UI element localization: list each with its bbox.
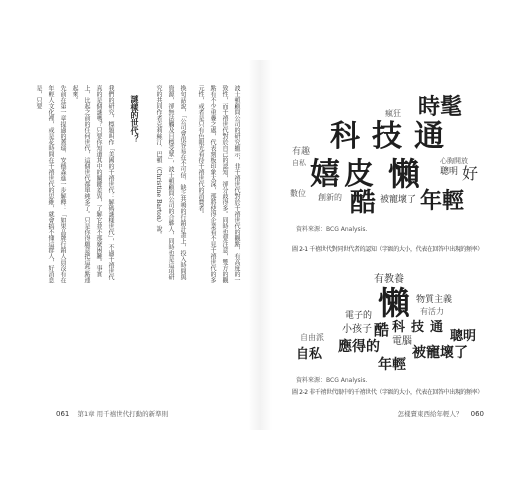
figure-source: 資料來源：BCG Analysis. bbox=[296, 226, 368, 233]
word-cloud-word: 小孩子 bbox=[342, 324, 372, 335]
word-cloud-word: 懶 bbox=[388, 155, 421, 193]
word-cloud-word: 被寵壞了 bbox=[380, 195, 417, 205]
word-cloud-word: 好 bbox=[462, 164, 479, 183]
right-page-footer bbox=[398, 409, 490, 418]
word-cloud-word: 有活力 bbox=[420, 307, 444, 316]
word-cloud-word: 電子的 bbox=[345, 311, 373, 321]
left-page-footer bbox=[50, 409, 168, 418]
running-head: 第1章 用千禧世代打動的新準則 bbox=[77, 410, 169, 418]
body-paragraph: 我們的研究，標題叫作「美國的千禧世代：解碼謎樣世代」，不過千禧世代真的是個謎嗎？只要你知道其中的關鍵差異，了解它並不那麼困難。事實上，比起之前的任何世代，這個世代都單純多了。只是你得願意把這些點連起來。 bbox=[71, 85, 114, 283]
section-heading: 謎樣的世代？ bbox=[130, 95, 139, 143]
word-cloud-word: 年輕 bbox=[420, 188, 465, 214]
body-paragraph: 換句話說，「公司會很容易在不可信、缺乏共鳴的行銷計畫上，投入時間與資源，卻無法觸及目標受眾」，波士頓顧問公司的合夥人，同時也是這項研究的共同作者克莉絲汀．巴頓（Christine Barton）說。 bbox=[155, 85, 186, 280]
page-number: 061 bbox=[56, 410, 70, 418]
word-cloud-word: 時髦 bbox=[418, 94, 463, 120]
word-cloud-word: 被寵壞了 bbox=[412, 345, 468, 361]
word-cloud-word: 聰明 bbox=[440, 167, 459, 177]
word-cloud-word: 懶 bbox=[378, 284, 411, 322]
word-cloud-word: 電腦 bbox=[392, 336, 412, 347]
word-cloud-word: 酷 bbox=[374, 321, 390, 339]
figure-source: 資料來源：BCG Analysis. bbox=[296, 377, 368, 384]
word-cloud-word: 酷 bbox=[350, 188, 377, 218]
running-head: 怎樣賣東西給年輕人？ bbox=[397, 410, 463, 418]
word-cloud-word: 有教養 bbox=[374, 274, 404, 285]
body-paragraph: 先前在第一章提過的蓋瑞．安德森進一步解釋：「如果品牌行銷人員沒有在年輕人文化裡，或是花時間在千禧世代的思維，就會搞不懂這群人，好消息是，只要 bbox=[35, 85, 66, 283]
word-cloud-word: 年輕 bbox=[378, 357, 406, 373]
word-cloud-word: 創新的 bbox=[318, 193, 342, 202]
figure-caption: 圖 2-1 千禧世代對同世代者的認知（字級的大小，代表在回答中出現的頻率） bbox=[292, 246, 483, 253]
word-cloud-word: 自私 bbox=[292, 159, 306, 167]
word-cloud-word: 科技通 bbox=[392, 320, 450, 335]
word-cloud-word: 自私 bbox=[296, 347, 323, 362]
word-cloud-word: 自由派 bbox=[300, 333, 324, 342]
word-cloud-word: 嬉皮 bbox=[310, 157, 378, 192]
page-gutter bbox=[248, 60, 272, 430]
word-cloud-word: 科技通 bbox=[330, 119, 456, 154]
word-cloud-word: 聰明 bbox=[450, 329, 477, 344]
left-page-body bbox=[35, 85, 242, 285]
word-cloud-word: 有趣 bbox=[292, 147, 311, 157]
word-cloud-word: 瘋狂 bbox=[385, 109, 401, 118]
page-number: 060 bbox=[470, 410, 484, 418]
body-paragraph: 波士頓顧問公司的研究顯示，非千禧世代對於千禧世代的觀點，有高度的一致性，而千禧世代對於自己的認知，卻分歧得多。同時也要注意，雙方的觀點有不少重疊之處，代表刻板印象太深，那將使得企業看不見千禧世代的多元性，或者是只有色眼光看待千禧世代的消費者。 bbox=[197, 85, 240, 283]
word-cloud-word: 數位 bbox=[290, 189, 306, 198]
word-cloud-word: 應得的 bbox=[338, 339, 380, 355]
word-cloud-word: 物質主義 bbox=[416, 295, 453, 305]
figure-caption: 圖 2-2 非千禧世代眼中的千禧世代（字級的大小，代表在回答中出現的頻率） bbox=[292, 389, 483, 396]
word-cloud-word: 心胸開放 bbox=[440, 157, 468, 165]
